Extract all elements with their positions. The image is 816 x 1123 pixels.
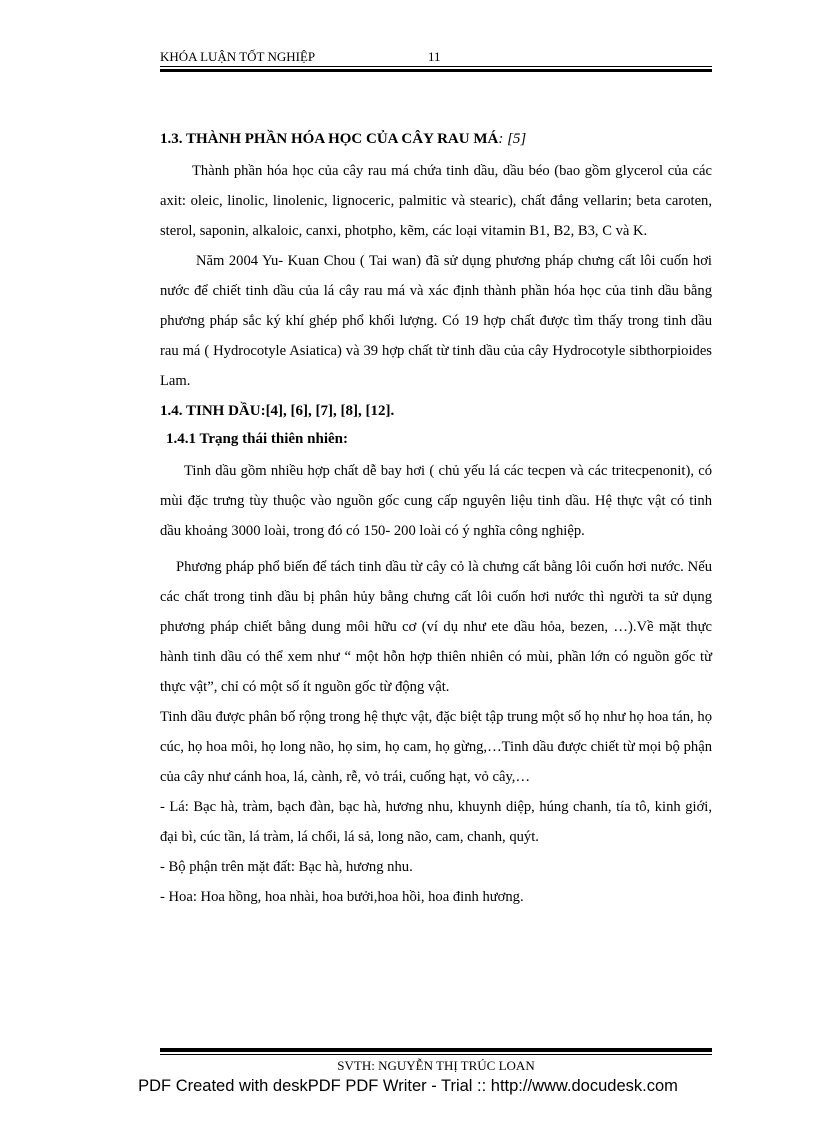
section-1-3-paragraph-2: Năm 2004 Yu- Kuan Chou ( Tai wan) đã sử dụng phương pháp chưng cất lôi cuốn hơi nước để chiết tinh dầu của lá cây rau má và xác định thành phần hóa học của tinh dầu bằng phương pháp sắc ký khí ghép phổ khối lượng. Có 19 hợp chất được tìm thấy trong tinh dầu rau má ( Hydrocotyle Asiatica) và 39 hợp chất từ tinh dầu của cây Hydrocotyle sibthorpioides Lam. — [160, 253, 712, 389]
page-header — [160, 49, 712, 65]
footer-rule-thick — [160, 1048, 712, 1052]
section-1-3-ref: : [5] — [498, 131, 527, 147]
page-body — [160, 124, 712, 912]
section-1-4-1-paragraph-2: Phương pháp phổ biến để tách tinh dầu từ cây cỏ là chưng cất bằng lôi cuốn hơi nước. Nếu các chất trong tinh dầu bị phân hủy bằng chưng cất lôi cuốn hơi nước thì người ta sử dụng phương pháp chiết bằng dung môi hữu cơ (ví dụ như ete dầu hỏa, bezen, …).Về mặt thực hành tinh dầu có thể xem như “ một hỗn hợp thiên nhiên có mùi, phần lớn có nguồn gốc từ thực vật”, chỉ có một số ít nguồn gốc từ động vật. — [160, 559, 712, 695]
section-1-4-heading: 1.4. TINH DẦU:[4], [6], [7], [8], [12]. — [160, 403, 395, 419]
pdf-watermark: PDF Created with deskPDF PDF Writer - Trial :: http://www.docudesk.com — [138, 1077, 678, 1095]
header-rule-thin — [160, 66, 712, 67]
list-item-aerial-parts: - Bộ phận trên mặt đất: Bạc hà, hương nhu. — [160, 859, 413, 875]
section-1-3-title: 1.3. THÀNH PHẦN HÓA HỌC CỦA CÂY RAU MÁ — [160, 131, 499, 147]
header-rule-thick — [160, 69, 712, 72]
section-1-4-1-heading: 1.4.1 Trạng thái thiên nhiên: — [166, 431, 348, 447]
section-1-4-1-paragraph-1: Tinh dầu gồm nhiều hợp chất dễ bay hơi ( chủ yếu lá các tecpen và các tritecpenonit), có mùi đặc trưng tùy thuộc vào nguồn gốc cung cấp nguyên liệu tinh dầu. Hệ thực vật có tinh dầu khoảng 3000 loài, trong đó có 150- 200 loài có ý nghĩa công nghiệp. — [160, 463, 712, 539]
section-1-3-heading — [160, 124, 712, 154]
footer-rule-thin — [160, 1054, 712, 1055]
page-number: 11 — [428, 49, 441, 64]
footer-author: SVTH: NGUYỄN THỊ TRÚC LOAN — [337, 1058, 535, 1073]
header-title: KHÓA LUẬN TỐT NGHIỆP — [160, 49, 316, 64]
list-item-leaves: - Lá: Bạc hà, tràm, bạch đàn, bạc hà, hương nhu, khuynh diệp, húng chanh, tía tô, kinh giới, đại bì, cúc tần, lá tràm, lá chổi, lá sả, long não, cam, chanh, quýt. — [160, 799, 712, 845]
section-1-4-1-paragraph-3: Tinh dầu được phân bố rộng trong hệ thực vật, đặc biệt tập trung một số họ như họ hoa tán, họ cúc, họ hoa môi, họ long não, họ sim, họ cam, họ gừng,…Tinh dầu được chiết từ mọi bộ phận của cây như cánh hoa, lá, cành, rễ, vỏ trái, cuống hạt, vỏ cây,… — [160, 709, 712, 785]
list-item-flowers: - Hoa: Hoa hồng, hoa nhài, hoa bưởi,hoa hồi, hoa đinh hương. — [160, 889, 524, 905]
section-1-3-paragraph-1: Thành phần hóa học của cây rau má chứa tinh dầu, dầu béo (bao gồm glycerol của các axit: oleic, linolic, linolenic, lignoceric, palmitic và stearic), chất đắng vellarin; beta caroten, sterol, saponin, alkaloic, canxi, photpho, kẽm, các loại vitamin B1, B2, B3, C và K. — [160, 163, 712, 239]
